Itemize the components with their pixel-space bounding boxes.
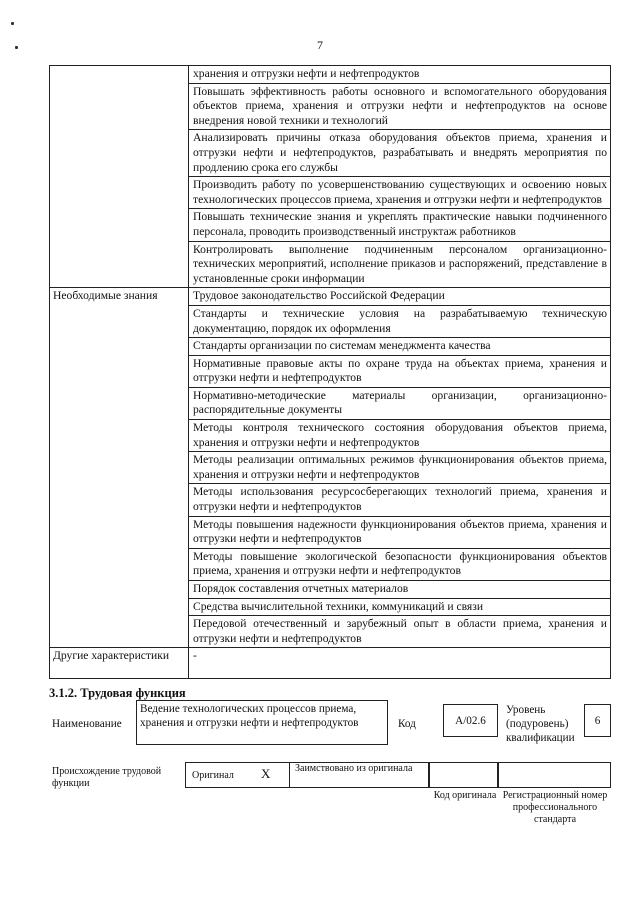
level-box bbox=[584, 704, 611, 737]
scan-mark bbox=[15, 46, 18, 49]
skill-row: Повышать эффективность работы основного и вспомогательного оборудования объектов приема, хранения и отгрузки нефти и нефтепродуктов на основе внедрения новой техники и технологий bbox=[189, 83, 611, 130]
function-name-box bbox=[136, 700, 388, 745]
borrowed-label: Заимствовано из оригинала bbox=[295, 763, 413, 774]
skill-row: Контролировать выполнение подчиненным персоналом организационно-технических мероприятий, исполнение приказов и распоряжений, представление в установленные сроки информации bbox=[189, 241, 611, 288]
level-value: 6 bbox=[594, 714, 601, 727]
name-label: Наименование bbox=[52, 718, 122, 730]
other-characteristics-value: - bbox=[189, 648, 611, 679]
knowledge-row: Нормативно-методические материалы организации, организационно-распорядительные документы bbox=[189, 387, 611, 419]
knowledge-row: Методы реализации оптимальных режимов функционирования объектов приема, хранения и отгрузки нефти и нефтепродуктов bbox=[189, 452, 611, 484]
knowledge-row: Стандарты и технические условия на разрабатываемую техническую документацию, порядок их оформления bbox=[189, 305, 611, 337]
section-title: 3.1.2. Трудовая функция bbox=[49, 686, 186, 700]
knowledge-row: Методы повышения надежности функционирования объектов приема, хранения и отгрузки нефти и нефтепродуктов bbox=[189, 516, 611, 548]
skill-row: хранения и отгрузки нефти и нефтепродуктов bbox=[189, 66, 611, 84]
knowledge-label: Необходимые знания bbox=[50, 288, 189, 648]
origin-divider bbox=[289, 762, 290, 788]
skill-row: Повышать технические знания и укреплять практические навыки подчиненного персонала, проводить производственный инструктаж работников bbox=[189, 209, 611, 241]
skills-knowledge-table bbox=[49, 65, 611, 679]
skill-row: Производить работу по усовершенствованию существующих и освоению новых технологических процессов приема, хранения и отгрузки нефти и нефтепродуктов bbox=[189, 177, 611, 209]
original-code-box bbox=[429, 762, 498, 788]
level-label: Уровень (подуровень) квалификации bbox=[506, 704, 575, 744]
knowledge-row: Методы контроля технического состояния оборудования объектов приема, хранения и отгрузки нефти и нефтепродуктов bbox=[189, 420, 611, 452]
scan-mark bbox=[11, 22, 14, 25]
registration-caption: Регистрационный номер профессионального стандарта bbox=[502, 790, 608, 825]
knowledge-row: Трудовое законодательство Российской Федерации bbox=[189, 288, 611, 306]
original-label: Оригинал bbox=[192, 770, 234, 781]
knowledge-row: Методы использования ресурсосберегающих технологий приема, хранения и отгрузки нефти и нефтепродуктов bbox=[189, 484, 611, 516]
code-caption: Код оригинала bbox=[433, 790, 497, 801]
origin-label: Происхождение трудовой функции bbox=[52, 766, 162, 789]
skills-label-cell bbox=[50, 66, 189, 288]
code-label: Код bbox=[398, 718, 416, 730]
code-box bbox=[443, 704, 498, 737]
knowledge-row: Методы повышение экологической безопасности функционирования объектов приема, хранения и отгрузки нефти и нефтепродуктов bbox=[189, 548, 611, 580]
original-mark: Х bbox=[261, 766, 271, 781]
other-characteristics-label: Другие характеристики bbox=[50, 648, 189, 679]
skill-row: Анализировать причины отказа оборудования объектов приема, хранения и отгрузки нефти и нефтепродуктов, разрабатывать и внедрять мероприятия по продлению срока его службы bbox=[189, 130, 611, 177]
knowledge-row: Средства вычислительной техники, коммуникаций и связи bbox=[189, 598, 611, 616]
registration-number-box bbox=[498, 762, 611, 788]
knowledge-row: Передовой отечественный и зарубежный опыт в области приема, хранения и отгрузки нефти и нефтепродуктов bbox=[189, 616, 611, 648]
knowledge-row: Порядок составления отчетных материалов bbox=[189, 581, 611, 599]
function-name-value: Ведение технологических процессов приема, хранения и отгрузки нефти и нефтепродуктов bbox=[140, 703, 359, 729]
page-number: 7 bbox=[317, 38, 323, 52]
knowledge-row: Нормативные правовые акты по охране труда на объектах приема, хранения и отгрузки нефти и нефтепродуктов bbox=[189, 355, 611, 387]
knowledge-row: Стандарты организации по системам менеджмента качества bbox=[189, 338, 611, 356]
code-value: А/02.6 bbox=[455, 714, 486, 727]
